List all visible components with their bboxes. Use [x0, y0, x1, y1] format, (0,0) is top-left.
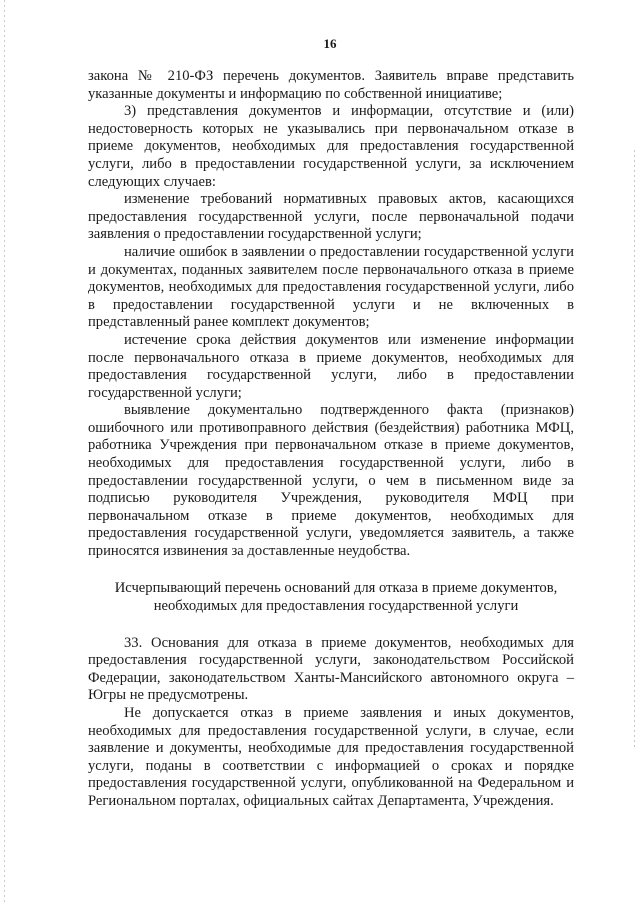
document-body: [88, 68, 574, 811]
section-heading: Исчерпывающий перечень оснований для отказа в приеме документов, необходимых для предоставления государственной услуги: [114, 579, 558, 614]
paragraph: Не допускается отказ в приеме заявления и иных документов, необходимых для предоставления государственной услуги, в случае, если заявление и документы, необходимые для предоставления государственной услуги, поданы в соответствии с информацией о сроках и порядке предоставления государственной услуги, опубликованной на Федеральном и Региональном порталах, официальных сайтах Департамента, Учреждения.: [88, 705, 574, 809]
paragraph: истечение срока действия документов или изменение информации после первоначального отказа в приеме документов, необходимых для предоставления государственной услуги, либо в предоставлении государственной услуги;: [88, 331, 574, 401]
paragraph: изменение требований нормативных правовых актов, касающихся предоставления государственной услуги, после первоначальной подачи заявления о предоставлении государственной услуги;: [88, 191, 574, 243]
left-edge-scan-mark: [4, 0, 5, 905]
paragraph: закона № 210-ФЗ перечень документов. Заявитель вправе представить указанные документы и информацию по собственной инициативе;: [88, 68, 574, 102]
paragraph: наличие ошибок в заявлении о предоставлении государственной услуги и документах, поданных заявителем после первоначального отказа в приеме документов, необходимых для предоставления государственной услуги, либо в предоставлении государственной услуги и не включенных в представленный ранее комплект документов;: [88, 243, 574, 331]
page-number: 16: [323, 36, 337, 51]
paragraph: выявление документально подтвержденного факта (признаков) ошибочного или противоправного действия (бездействия) работника МФЦ, работника Учреждения при первоначальном отказе в приеме документов, необходимых для предоставления государственной услуги, либо в предоставлении государственной услуги, о чем в письменном виде за подписью руководителя Учреждения, руководителя МФЦ при первоначальном отказе в приеме документов, необходимых для предоставления государственной услуги, уведомляется заявитель, а также приносятся извинения за доставленные неудобства.: [88, 402, 574, 560]
paragraph: 33. Основания для отказа в приеме документов, необходимых для предоставления государственной услуги, законодательством Российской Федерации, законодательством Ханты-Мансийского автономного округа – Югры не предусмотрены.: [88, 634, 574, 704]
right-edge-scan-mark: [634, 150, 635, 750]
paragraph: 3) представления документов и информации, отсутствие и (или) недостоверность которых не указывались при первоначальном отказе в приеме документов, необходимых для предоставления государственной услуги, либо в предоставлении государственной услуги, за исключением следующих случаев:: [88, 103, 574, 190]
